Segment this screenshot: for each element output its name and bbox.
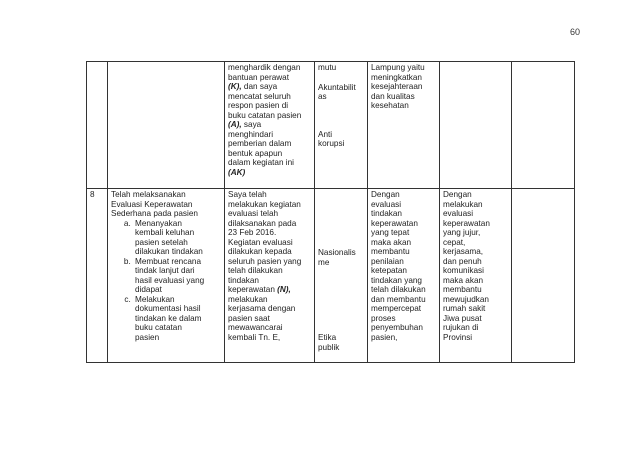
list-item: a. Menanyakan kembali keluhan pasien setelah dilakukan tindakan [133, 219, 221, 257]
activity-table [86, 61, 575, 363]
values-cell: Nasionalis me Etika publik [315, 189, 368, 363]
activity-cell: Telah melaksanakan Evaluasi Keperawatan Sederhana pada pasien a. Menanyakan kembali keluhan pasien setelah dilakukan tindakan b. Membuat rencana tindak lanjut dari hasil evaluasi yang didapat c. Melakukan dokumentasi hasil tindakan ke dalam buku catatan pasien [108, 189, 225, 363]
table-row-8 [87, 189, 575, 363]
activity-sublist [111, 219, 221, 343]
cell-number [87, 62, 108, 189]
cell-extra [512, 62, 575, 189]
contribution-cell: Dengan evaluasi tindakan keperawatan yang tepat maka akan membantu penilaian ketepatan tindakan yang telah dilakukan dan membantu mempercepat proses penyembuhan pasien, [368, 189, 440, 363]
cell-values: mutu Akuntabilit as Anti korupsi [315, 62, 368, 189]
extra-cell [512, 189, 575, 363]
description-cell: Saya telah melakukan kegiatan evaluasi telah dilaksanakan pada 23 Feb 2016. Kegiatan evaluasi dilakukan kepada seluruh pasien yang telah dilakukan tindakan keperawatan (N), melakukan kerjasama dengan pasien saat mewawancarai kembali Tn. E, [225, 189, 315, 363]
list-item: b. Membuat rencana tindak lanjut dari hasil evaluasi yang didapat [133, 257, 221, 295]
cell-impact [440, 62, 512, 189]
cell-contribution: Lampung yaitu meningkatkan kesejahteraan dan kualitas kesehatan [368, 62, 440, 189]
table-row-continuation [87, 62, 575, 189]
cell-description: menghardik dengan bantuan perawat (K), dan saya mencatat seluruh respon pasien di buku catatan pasien (A), saya menghindari pemberian dalam bentuk apapun dalam kegiatan ini (AK) [225, 62, 315, 189]
list-item: c. Melakukan dokumentasi hasil tindakan ke dalam buku catatan pasien [133, 295, 221, 343]
row-number: 8 [87, 189, 108, 363]
impact-cell: Dengan melakukan evaluasi keperawatan yang jujur, cepat, kerjasama, dan penuh komunikasi maka akan membantu mewujudkan rumah sakit Jiwa pusat rujukan di Provinsi [440, 189, 512, 363]
cell-activity [108, 62, 225, 189]
page-number: 60 [569, 27, 580, 37]
